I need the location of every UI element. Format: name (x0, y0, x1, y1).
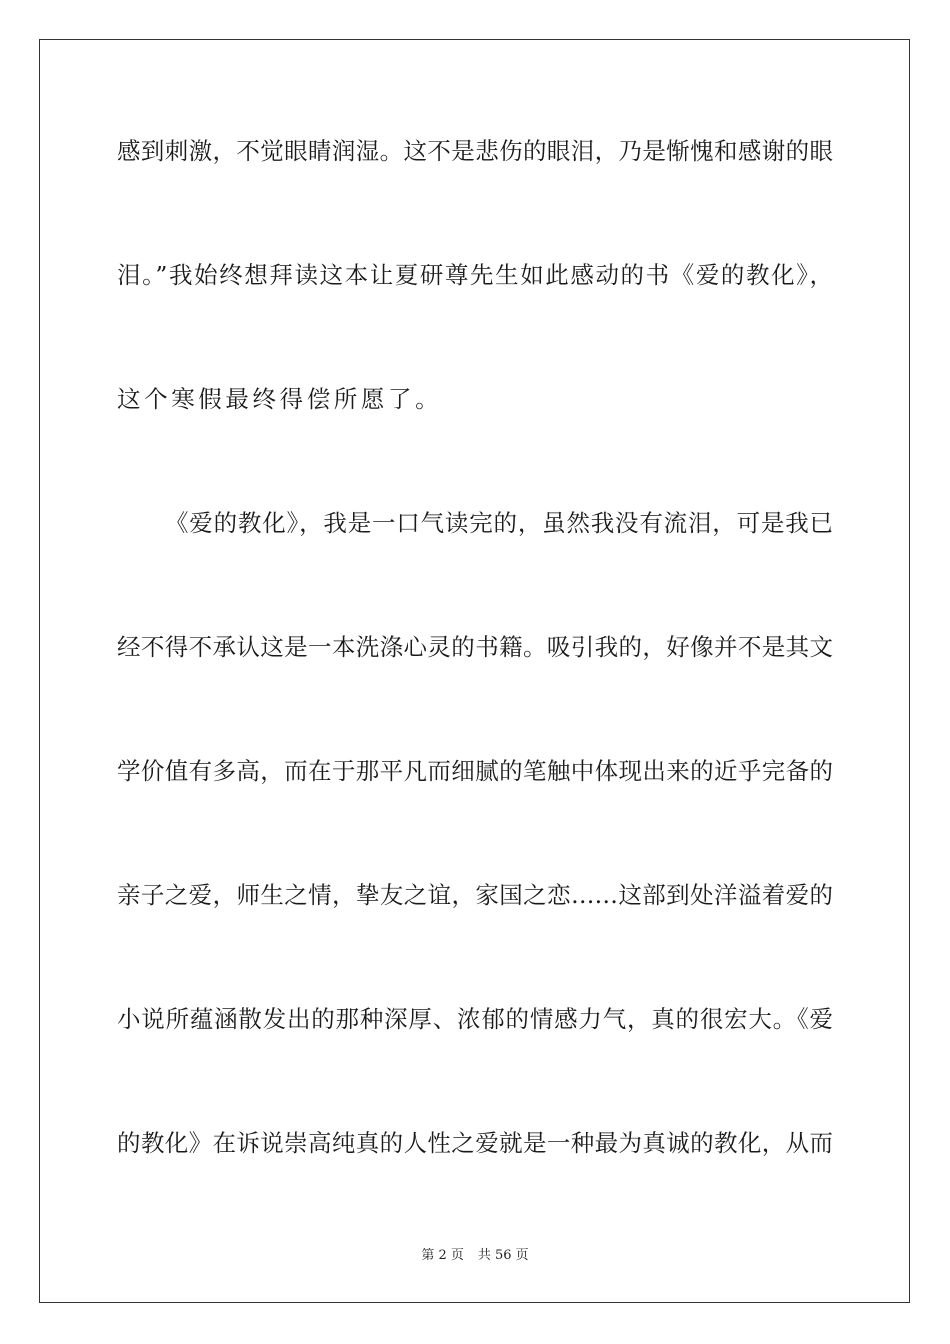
text-line: 感到刺激，不觉眼睛润湿。这不是悲伤的眼泪，乃是惭愧和感谢的眼 (117, 137, 833, 165)
page-number: 第 2 页 (421, 1248, 464, 1263)
page-total: 共 56 页 (477, 1248, 529, 1263)
text-line: 亲子之爱，师生之情，挚友之谊，家国之恋……这部到处洋溢着爱的 (117, 881, 833, 909)
paragraph-first-line: 《爱的教化》，我是一口气读完的，虽然我没有流泪，可是我已 (165, 509, 833, 537)
text-line: 泪。”我始终想拜读这本让夏研尊先生如此感动的书《爱的教化》， (117, 261, 833, 289)
page-border (39, 39, 910, 1303)
text-line: 小说所蕴涵散发出的那种深厚、浓郁的情感力气，真的很宏大。《爱 (117, 1005, 833, 1033)
page-footer (0, 1246, 950, 1266)
text-line: 经不得不承认这是一本洗涤心灵的书籍。吸引我的，好像并不是其文 (117, 633, 833, 661)
text-line: 的教化》在诉说崇高纯真的人性之爱就是一种最为真诚的教化，从而 (117, 1129, 833, 1157)
text-line: 这个寒假最终得偿所愿了。 (117, 385, 443, 413)
text-line: 学价值有多高，而在于那平凡而细腻的笔触中体现出来的近乎完备的 (117, 757, 833, 785)
